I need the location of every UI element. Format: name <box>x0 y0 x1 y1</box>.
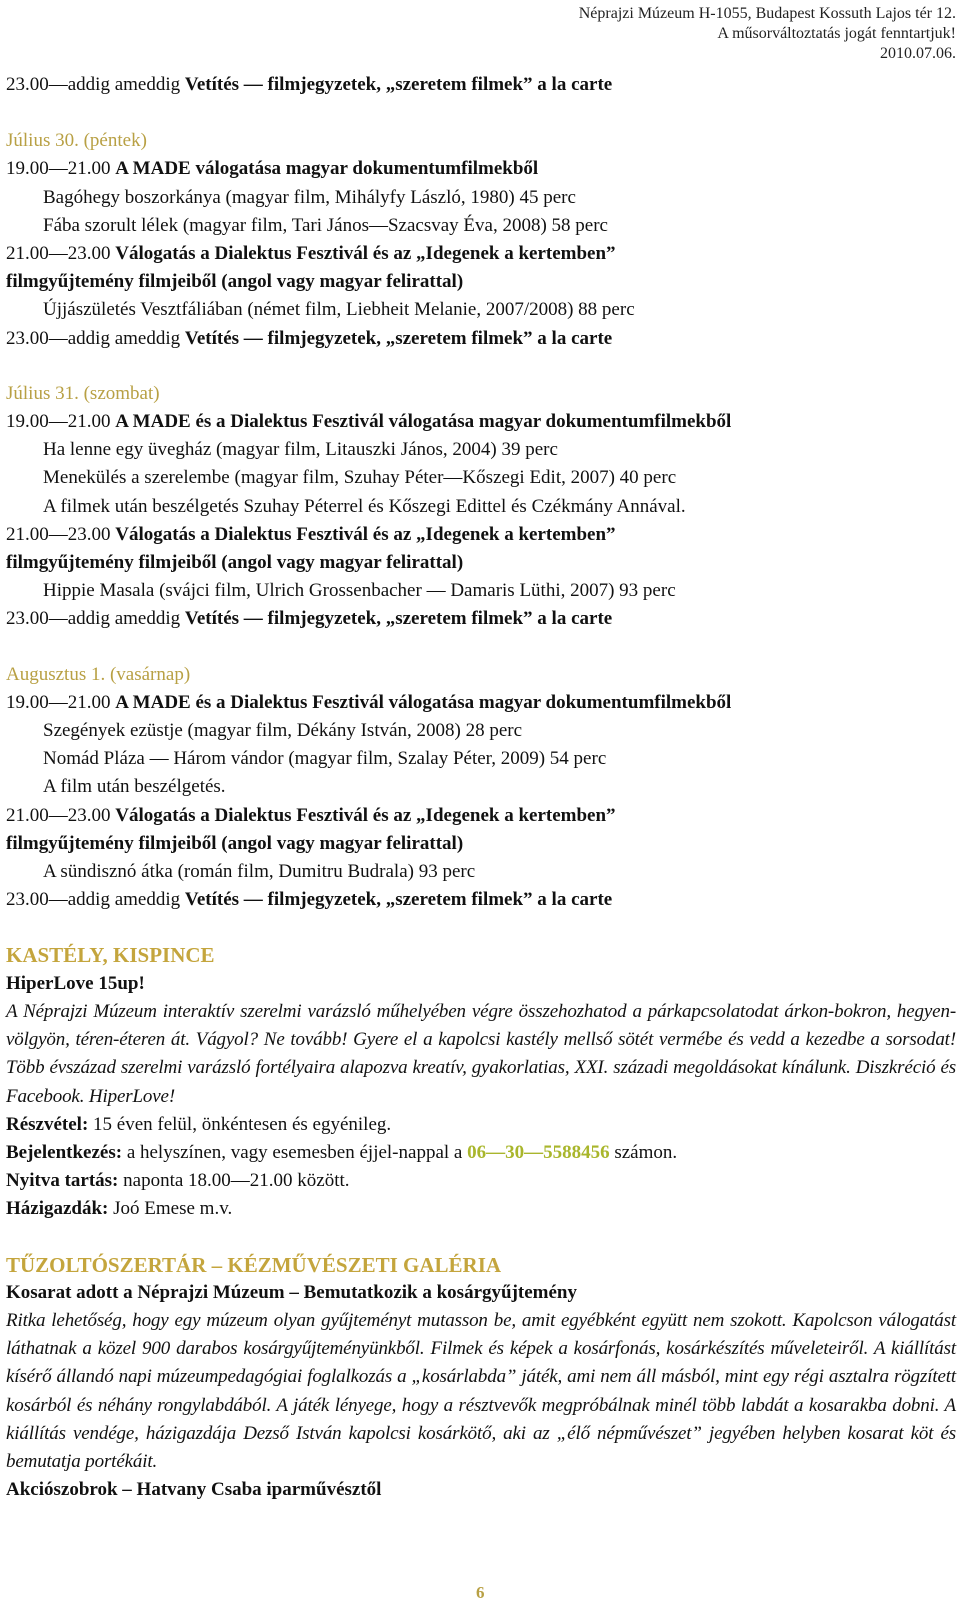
entry-title: A MADE és a Dialektus Fesztivál válogatása magyar dokumentumfilmekből <box>115 411 732 433</box>
info-label: Részvétel: <box>6 1113 89 1135</box>
entry-time: 23.00—addig ameddig <box>6 608 181 630</box>
film-item: Fába szorult lélek (magyar film, Tari János—Szacsvay Éva, 2008) 58 perc <box>43 214 608 236</box>
header-address: Néprajzi Múzeum H-1055, Budapest Kossuth Lajos tér 12. <box>578 5 956 22</box>
info-label: Bejelentkezés: <box>6 1141 123 1163</box>
film-item: Ha lenne egy üvegház (magyar film, Litauszki János, 2004) 39 perc <box>43 439 558 461</box>
day-label: Július 31. (szombat) <box>6 382 160 404</box>
entry-time: 21.00—23.00 <box>6 243 111 265</box>
film-item: A filmek után beszélgetés Szuhay Péterrel és Kőszegi Edittel és Czékmány Annával. <box>43 495 686 517</box>
info-row <box>6 1167 956 1195</box>
header-date: 2010.07.06. <box>880 45 956 62</box>
section-description: A Néprajzi Múzeum interaktív szerelmi varázsló műhelyében végre összehozhatod a párkapcsolatodat árkon-bokron, hegyen-völgyön, téren-éteren át. Vágyol? Ne tovább! Gyere el a kapolcsi kastély mellső sötét vermébe és vedd a kezedbe a sorsodat! Több évszázad szerelmi varázsló fortélyaira alapozva kreatív, gyakorlatias, XXI. századi megoldásokat kínálunk. Diszkréció és Facebook. HiperLove! <box>6 1000 956 1107</box>
header-notice: A műsorváltoztatás jogát fenntartjuk! <box>717 25 956 42</box>
film-item: Szegények ezüstje (magyar film, Dékány István, 2008) 28 perc <box>43 720 523 742</box>
film-item: Bagóhegy boszorkánya (magyar film, Mihályfy László, 1980) 45 perc <box>43 186 576 208</box>
entry-time: 23.00—addig ameddig <box>6 327 181 349</box>
page-header <box>579 4 956 64</box>
info-label: Házigazdák: <box>6 1198 109 1220</box>
section-footer: Akciószobrok – Hatvany Csaba iparművésztől <box>6 1479 382 1501</box>
info-value: számon. <box>614 1141 678 1163</box>
schedule-entry <box>6 240 956 268</box>
day-label: Július 30. (péntek) <box>6 130 147 152</box>
entry-title: Vetítés — filmjegyzetek, „szeretem filmek” a la carte <box>184 608 613 630</box>
film-item: Menekülés a szerelembe (magyar film, Szuhay Péter—Kőszegi Edit, 2007) 40 perc <box>43 467 677 489</box>
entry-title: Vetítés — filmjegyzetek, „szeretem filmek” a la carte <box>184 889 613 911</box>
entry-title: A MADE válogatása magyar dokumentumfilmekből <box>115 158 539 180</box>
film-item: Újjászületés Vesztfáliában (német film, Liebheit Melanie, 2007/2008) 88 perc <box>43 299 635 321</box>
schedule-entry <box>6 408 956 436</box>
tuzolto-section <box>6 1251 956 1505</box>
entry-title-cont: filmgyűjtemény filmjeiből (angol vagy magyar felirattal) <box>6 552 464 574</box>
schedule-entry <box>6 802 956 830</box>
schedule-entry <box>6 521 956 549</box>
entry-time: 19.00—21.00 <box>6 411 111 433</box>
page-number: 6 <box>476 1583 485 1602</box>
info-row <box>6 1111 956 1139</box>
section-subtitle: Kosarat adott a Néprajzi Múzeum – Bemutatkozik a kosárgyűjtemény <box>6 1281 577 1303</box>
kastely-section <box>6 941 956 1223</box>
day-block <box>6 127 956 353</box>
entry-time: 23.00—addig ameddig <box>6 889 181 911</box>
entry-title: Válogatás a Dialektus Fesztivál és az „Idegenek a kertemben” <box>115 804 616 826</box>
schedule-entry <box>6 155 956 183</box>
schedule-entry <box>6 605 956 633</box>
section-description: Ritka lehetőség, hogy egy múzeum olyan gyűjteményt mutasson be, amit egyébként együtt nem szokott. Kapolcson válogatást láthatnak a közel 900 darabos kosárgyűjteményünkből. Filmek és képek a kosárfonás, kosárkészítés műveleteiről. A kiállítást kísérő állandó napi múzeumpedagógiai foglalkozás a „kosárlabda” játék, ami nem áll másból, mint egy régi asztalra rögzített kosárból és néhány rongylabdából. A játék lényege, hogy a résztvevők megpróbálnak minél több labdát a kosarakba dobni. A kiállítás vendége, házigazdája Dezső István kapolcsi kosárkötő, aki az „élő népművészet” jegyében helyben kosarat köt és bemutatja portékáit. <box>6 1309 956 1472</box>
day-block <box>6 380 956 634</box>
section-subtitle: HiperLove 15up! <box>6 972 145 994</box>
entry-title: Vetítés — filmjegyzetek, „szeretem filmek” a la carte <box>184 74 613 95</box>
entry-title-cont: filmgyűjtemény filmjeiből (angol vagy magyar felirattal) <box>6 832 464 854</box>
phone-number: 06—30—5588456 <box>467 1141 610 1163</box>
film-item: Hippie Masala (svájci film, Ulrich Grossenbacher — Damaris Lüthi, 2007) 93 perc <box>43 580 676 602</box>
info-value: 15 éven felül, önkéntesen és egyénileg. <box>93 1113 392 1135</box>
schedule-entry <box>6 689 956 717</box>
entry-time: 23.00—addig ameddig <box>6 74 181 95</box>
day-block <box>6 661 956 915</box>
schedule-entry <box>6 71 956 99</box>
info-label: Nyitva tartás: <box>6 1170 119 1192</box>
info-row <box>6 1139 956 1167</box>
schedule-entry <box>6 886 956 914</box>
film-item: A film után beszélgetés. <box>43 776 226 798</box>
film-item: Nomád Pláza — Három vándor (magyar film, Szalay Péter, 2009) 54 perc <box>43 748 607 770</box>
info-value: a helyszínen, vagy esemesben éjjel-nappal a <box>126 1141 463 1163</box>
info-value: naponta 18.00—21.00 között. <box>123 1170 350 1192</box>
entry-time: 21.00—23.00 <box>6 523 111 545</box>
entry-time: 19.00—21.00 <box>6 158 111 180</box>
film-item: A sündisznó átka (román film, Dumitru Budrala) 93 perc <box>43 861 476 883</box>
entry-time: 21.00—23.00 <box>6 804 111 826</box>
info-row <box>6 1195 956 1223</box>
day-label: Augusztus 1. (vasárnap) <box>6 663 191 685</box>
program-body <box>6 71 956 1504</box>
entry-time: 19.00—21.00 <box>6 691 111 713</box>
entry-title: Válogatás a Dialektus Fesztivál és az „Idegenek a kertemben” <box>115 243 616 265</box>
entry-title: Válogatás a Dialektus Fesztivál és az „Idegenek a kertemben” <box>115 523 616 545</box>
entry-title: Vetítés — filmjegyzetek, „szeretem filmek” a la carte <box>184 327 613 349</box>
section-heading: KASTÉLY, KISPINCE <box>6 943 215 968</box>
section-heading: TŰZOLTÓSZERTÁR – KÉZMŰVÉSZETI GALÉRIA <box>6 1252 502 1277</box>
info-value: Joó Emese m.v. <box>113 1198 233 1220</box>
entry-title-cont: filmgyűjtemény filmjeiből (angol vagy magyar felirattal) <box>6 271 464 293</box>
entry-title: A MADE és a Dialektus Fesztivál válogatása magyar dokumentumfilmekből <box>115 691 732 713</box>
schedule-entry <box>6 325 956 353</box>
